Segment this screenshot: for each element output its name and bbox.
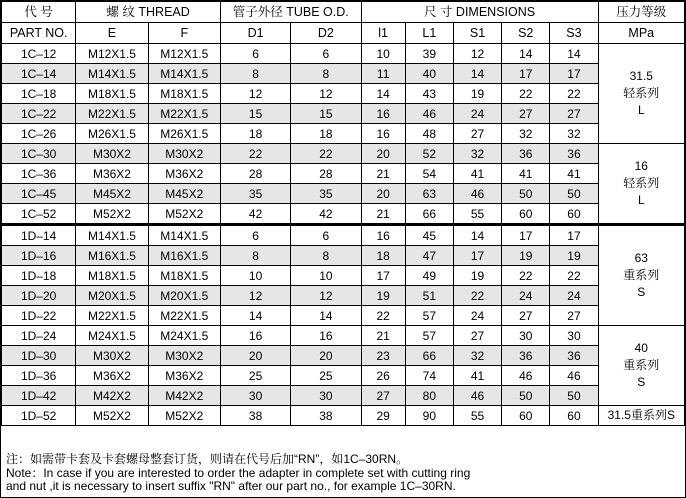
table-row: [2, 164, 685, 184]
tube-d2-cell: 6: [291, 44, 361, 64]
thread-f-cell: M30X2: [148, 346, 220, 366]
col-e-header: E: [76, 23, 148, 44]
dim-L1-cell: 43: [405, 84, 453, 104]
dim-l1-cell: 26: [361, 366, 405, 386]
part-no-cell: 1D–52: [2, 406, 76, 426]
part-no-cell: 1D–22: [2, 306, 76, 326]
tube-d1-cell: 30: [220, 386, 290, 406]
tube-d2-cell: 6: [291, 225, 361, 246]
thread-e-cell: M14X1.5: [76, 225, 148, 246]
dim-s2-cell: 46: [502, 366, 550, 386]
dim-l1-cell: 16: [361, 104, 405, 124]
tube-d1-cell: 35: [220, 184, 290, 204]
tube-d2-cell: 18: [291, 124, 361, 144]
dim-s3-cell: 22: [550, 266, 598, 286]
part-no-cell: 1D–20: [2, 286, 76, 306]
thread-e-cell: M30X2: [76, 346, 148, 366]
dimensions-header: 尺 寸 DIMENSIONS: [361, 2, 598, 23]
pressure-class-cell: [598, 326, 684, 406]
table-row: [2, 326, 685, 346]
pressure-class-line: S: [637, 285, 646, 299]
thread-e-cell: M36X2: [76, 366, 148, 386]
pressure-class-line: 16: [634, 159, 648, 173]
part-no-cell: 1D–24: [2, 326, 76, 346]
dim-L1-cell: 66: [405, 346, 453, 366]
tube-d1-cell: 42: [220, 204, 290, 225]
pressure-class-line: S: [637, 375, 646, 389]
dim-l1-cell: 21: [361, 164, 405, 184]
col-s3-header: S3: [550, 23, 598, 44]
dim-l1-cell: 17: [361, 266, 405, 286]
dim-L1-cell: 47: [405, 246, 453, 266]
thread-f-cell: M18X1.5: [148, 266, 220, 286]
dim-s2-cell: 60: [502, 204, 550, 225]
table-row: [2, 286, 685, 306]
thread-e-cell: M22X1.5: [76, 306, 148, 326]
dim-L1-cell: 57: [405, 326, 453, 346]
table-row: [2, 44, 685, 64]
tube-d1-cell: 25: [220, 366, 290, 386]
tube-d1-cell: 22: [220, 144, 290, 164]
table-row: [2, 104, 685, 124]
dim-s3-cell: 27: [550, 104, 598, 124]
tube-d2-cell: 42: [291, 204, 361, 225]
thread-f-cell: M52X2: [148, 406, 220, 426]
tube-d1-cell: 6: [220, 44, 290, 64]
tube-d1-cell: 20: [220, 346, 290, 366]
dim-L1-cell: 66: [405, 204, 453, 225]
dim-s1-cell: 24: [453, 104, 501, 124]
thread-f-cell: M22X1.5: [148, 104, 220, 124]
tube-d1-cell: 8: [220, 64, 290, 84]
tube-d2-cell: 35: [291, 184, 361, 204]
dim-s2-cell: 24: [502, 286, 550, 306]
dim-s3-cell: 30: [550, 326, 598, 346]
dimension-table: [1, 1, 685, 426]
header-row-1: [2, 2, 685, 23]
thread-f-cell: M26X1.5: [148, 124, 220, 144]
pressure-class-line: L: [637, 193, 645, 207]
note-cn: 注：如需带卡套及卡套螺母整套订货，则请在代号后加“RN”，如1C–30RN。: [6, 452, 409, 466]
dim-L1-cell: 63: [405, 184, 453, 204]
part-no-cell: 1D–18: [2, 266, 76, 286]
tube-d2-cell: 8: [291, 246, 361, 266]
pressure-class-cell: [598, 44, 684, 144]
dim-L1-cell: 90: [405, 406, 453, 426]
dim-l1-cell: 27: [361, 386, 405, 406]
thread-f-cell: M42X2: [148, 386, 220, 406]
dim-s3-cell: 50: [550, 184, 598, 204]
dim-L1-cell: 54: [405, 164, 453, 184]
dim-s1-cell: 24: [453, 306, 501, 326]
table-row: [2, 84, 685, 104]
thread-f-cell: M30X2: [148, 144, 220, 164]
dim-s2-cell: 22: [502, 84, 550, 104]
dim-s3-cell: 60: [550, 204, 598, 225]
pressure-class-cell: [598, 406, 684, 426]
thread-f-cell: M18X1.5: [148, 84, 220, 104]
dim-s2-cell: 50: [502, 184, 550, 204]
dim-s3-cell: 60: [550, 406, 598, 426]
dim-s2-cell: 36: [502, 144, 550, 164]
dim-s1-cell: 17: [453, 246, 501, 266]
part-no-cell: 1C–52: [2, 204, 76, 225]
table-row: [2, 306, 685, 326]
table-row: [2, 184, 685, 204]
part-no-cell: 1C–22: [2, 104, 76, 124]
dim-s3-cell: 36: [550, 144, 598, 164]
part-no-cell: 1C–36: [2, 164, 76, 184]
dim-L1-cell: 74: [405, 366, 453, 386]
dim-s1-cell: 14: [453, 64, 501, 84]
part-no-cell: 1C–12: [2, 44, 76, 64]
part-no-cell: 1D–16: [2, 246, 76, 266]
thread-e-cell: M16X1.5: [76, 246, 148, 266]
table-row: [2, 144, 685, 164]
pressure-class-line: 重系列: [623, 268, 660, 282]
thread-f-cell: M52X2: [148, 204, 220, 225]
tube-d2-cell: 22: [291, 144, 361, 164]
dim-L1-cell: 49: [405, 266, 453, 286]
table-row: [2, 124, 685, 144]
dim-s2-cell: 41: [502, 164, 550, 184]
dim-s1-cell: 55: [453, 204, 501, 225]
part-no-cell: 1D–14: [2, 225, 76, 246]
thread-e-cell: M52X2: [76, 406, 148, 426]
dim-s1-cell: 46: [453, 184, 501, 204]
tube-d2-cell: 28: [291, 164, 361, 184]
dim-s1-cell: 46: [453, 386, 501, 406]
thread-e-cell: M52X2: [76, 204, 148, 225]
thread-e-cell: M14X1.5: [76, 64, 148, 84]
dim-s1-cell: 55: [453, 406, 501, 426]
table-row: [2, 246, 685, 266]
dim-s2-cell: 32: [502, 124, 550, 144]
tube-d1-cell: 12: [220, 84, 290, 104]
thread-e-cell: M18X1.5: [76, 266, 148, 286]
col-s2-header: S2: [502, 23, 550, 44]
thread-e-cell: M24X1.5: [76, 326, 148, 346]
thread-e-cell: M30X2: [76, 144, 148, 164]
dim-s1-cell: 12: [453, 44, 501, 64]
dim-s3-cell: 32: [550, 124, 598, 144]
dim-l1-cell: 21: [361, 204, 405, 225]
dim-s3-cell: 27: [550, 306, 598, 326]
dim-s2-cell: 17: [502, 225, 550, 246]
tube-d2-cell: 20: [291, 346, 361, 366]
dim-s3-cell: 46: [550, 366, 598, 386]
dim-s1-cell: 41: [453, 366, 501, 386]
pressure-header: 压力等级: [598, 2, 684, 23]
dim-s3-cell: 24: [550, 286, 598, 306]
dim-l1-cell: 10: [361, 44, 405, 64]
dim-s1-cell: 14: [453, 225, 501, 246]
dim-s2-cell: 27: [502, 306, 550, 326]
dim-s2-cell: 30: [502, 326, 550, 346]
thread-f-cell: M36X2: [148, 366, 220, 386]
dim-s2-cell: 50: [502, 386, 550, 406]
dim-s3-cell: 36: [550, 346, 598, 366]
table-row: [2, 366, 685, 386]
table-row: [2, 346, 685, 366]
dim-s1-cell: 32: [453, 144, 501, 164]
dim-L1-cell: 52: [405, 144, 453, 164]
tube-d2-cell: 15: [291, 104, 361, 124]
tube-d2-cell: 14: [291, 306, 361, 326]
thread-e-cell: M22X1.5: [76, 104, 148, 124]
thread-f-cell: M36X2: [148, 164, 220, 184]
dim-s1-cell: 27: [453, 124, 501, 144]
part-no-cell: 1C–26: [2, 124, 76, 144]
tube-d2-cell: 12: [291, 84, 361, 104]
thread-e-cell: M45X2: [76, 184, 148, 204]
tube-d2-cell: 8: [291, 64, 361, 84]
tube-d1-cell: 28: [220, 164, 290, 184]
col-L1-header: L1: [405, 23, 453, 44]
col-s1-header: S1: [453, 23, 501, 44]
dim-L1-cell: 40: [405, 64, 453, 84]
dim-s1-cell: 19: [453, 84, 501, 104]
dim-s3-cell: 17: [550, 64, 598, 84]
thread-f-cell: M16X1.5: [148, 246, 220, 266]
dim-l1-cell: 21: [361, 326, 405, 346]
thread-e-cell: M36X2: [76, 164, 148, 184]
pressure-class-line: 重系列: [623, 358, 660, 372]
tube-d1-cell: 18: [220, 124, 290, 144]
tube-od-header: 管子外径 TUBE O.D.: [220, 2, 361, 23]
dim-L1-cell: 46: [405, 104, 453, 124]
note-en-2: and nut ,it is necessary to insert suffix "RN" after our part no., for example 1C–30RN.: [6, 479, 456, 493]
pressure-class-line: 40: [634, 341, 648, 355]
col-f-header: F: [148, 23, 220, 44]
dim-l1-cell: 22: [361, 306, 405, 326]
dim-s3-cell: 41: [550, 164, 598, 184]
part-no-header: PART NO.: [2, 23, 76, 44]
table-row: [2, 386, 685, 406]
dim-s1-cell: 22: [453, 286, 501, 306]
dim-l1-cell: 14: [361, 84, 405, 104]
part-no-cell: 1D–42: [2, 386, 76, 406]
part-no-cell: 1D–36: [2, 366, 76, 386]
table-row: [2, 225, 685, 246]
part-no-cell: 1D–30: [2, 346, 76, 366]
dim-L1-cell: 39: [405, 44, 453, 64]
pressure-class-line: 63: [634, 251, 648, 265]
tube-d1-cell: 38: [220, 406, 290, 426]
tube-d1-cell: 6: [220, 225, 290, 246]
dim-L1-cell: 48: [405, 124, 453, 144]
dim-L1-cell: 45: [405, 225, 453, 246]
part-no-cell: 1C–14: [2, 64, 76, 84]
tube-d1-cell: 10: [220, 266, 290, 286]
thread-header: 螺 纹 THREAD: [76, 2, 221, 23]
tube-d2-cell: 12: [291, 286, 361, 306]
dim-s3-cell: 50: [550, 386, 598, 406]
pressure-class-line: 轻系列: [623, 176, 660, 190]
dim-l1-cell: 16: [361, 225, 405, 246]
thread-e-cell: M42X2: [76, 386, 148, 406]
header-row-2: [2, 23, 685, 44]
dim-s2-cell: 27: [502, 104, 550, 124]
tube-d2-cell: 30: [291, 386, 361, 406]
dim-l1-cell: 11: [361, 64, 405, 84]
col-d2-header: D2: [291, 23, 361, 44]
dim-l1-cell: 16: [361, 124, 405, 144]
dim-s3-cell: 19: [550, 246, 598, 266]
dim-s2-cell: 22: [502, 266, 550, 286]
dim-l1-cell: 29: [361, 406, 405, 426]
mpa-header: MPa: [598, 23, 684, 44]
dim-s2-cell: 60: [502, 406, 550, 426]
tube-d2-cell: 25: [291, 366, 361, 386]
dim-s2-cell: 17: [502, 64, 550, 84]
dim-s3-cell: 14: [550, 44, 598, 64]
dim-L1-cell: 57: [405, 306, 453, 326]
thread-f-cell: M45X2: [148, 184, 220, 204]
pressure-class-cell: [598, 144, 684, 225]
pressure-class-line: 31.5重系列S: [607, 408, 675, 422]
pressure-class-cell: [598, 225, 684, 326]
thread-f-cell: M12X1.5: [148, 44, 220, 64]
tube-d1-cell: 15: [220, 104, 290, 124]
col-l1-header: l1: [361, 23, 405, 44]
col-d1-header: D1: [220, 23, 290, 44]
thread-f-cell: M14X1.5: [148, 64, 220, 84]
tube-d2-cell: 16: [291, 326, 361, 346]
thread-e-cell: M18X1.5: [76, 84, 148, 104]
table-row: [2, 64, 685, 84]
order-note: [6, 453, 682, 494]
dim-s1-cell: 19: [453, 266, 501, 286]
tube-d1-cell: 8: [220, 246, 290, 266]
thread-f-cell: M14X1.5: [148, 225, 220, 246]
thread-e-cell: M12X1.5: [76, 44, 148, 64]
dim-L1-cell: 51: [405, 286, 453, 306]
thread-f-cell: M20X1.5: [148, 286, 220, 306]
table-row: [2, 204, 685, 225]
dim-s2-cell: 19: [502, 246, 550, 266]
thread-e-cell: M20X1.5: [76, 286, 148, 306]
tube-d2-cell: 10: [291, 266, 361, 286]
dim-s1-cell: 32: [453, 346, 501, 366]
tube-d1-cell: 12: [220, 286, 290, 306]
dim-s2-cell: 14: [502, 44, 550, 64]
part-no-cell: 1C–45: [2, 184, 76, 204]
table-row: [2, 406, 685, 426]
thread-f-cell: M22X1.5: [148, 306, 220, 326]
part-no-cell: 1C–18: [2, 84, 76, 104]
tube-d2-cell: 38: [291, 406, 361, 426]
dim-s1-cell: 41: [453, 164, 501, 184]
dim-L1-cell: 80: [405, 386, 453, 406]
table-row: [2, 266, 685, 286]
thread-f-cell: M24X1.5: [148, 326, 220, 346]
dim-l1-cell: 20: [361, 184, 405, 204]
pressure-class-line: L: [637, 103, 645, 117]
dim-l1-cell: 20: [361, 144, 405, 164]
tube-d1-cell: 14: [220, 306, 290, 326]
note-en-1: Note：In case if you are interested to order the adapter in complete set with cutting ring: [6, 465, 471, 480]
dim-s2-cell: 36: [502, 346, 550, 366]
tube-d1-cell: 16: [220, 326, 290, 346]
pressure-class-line: 轻系列: [623, 86, 660, 100]
part-no-cell: 1C–30: [2, 144, 76, 164]
dim-s3-cell: 22: [550, 84, 598, 104]
code-header: 代 号: [2, 2, 76, 23]
dim-l1-cell: 19: [361, 286, 405, 306]
dim-l1-cell: 18: [361, 246, 405, 266]
dim-s3-cell: 17: [550, 225, 598, 246]
thread-e-cell: M26X1.5: [76, 124, 148, 144]
pressure-class-line: 31.5: [629, 69, 653, 83]
dim-s1-cell: 27: [453, 326, 501, 346]
dim-l1-cell: 23: [361, 346, 405, 366]
